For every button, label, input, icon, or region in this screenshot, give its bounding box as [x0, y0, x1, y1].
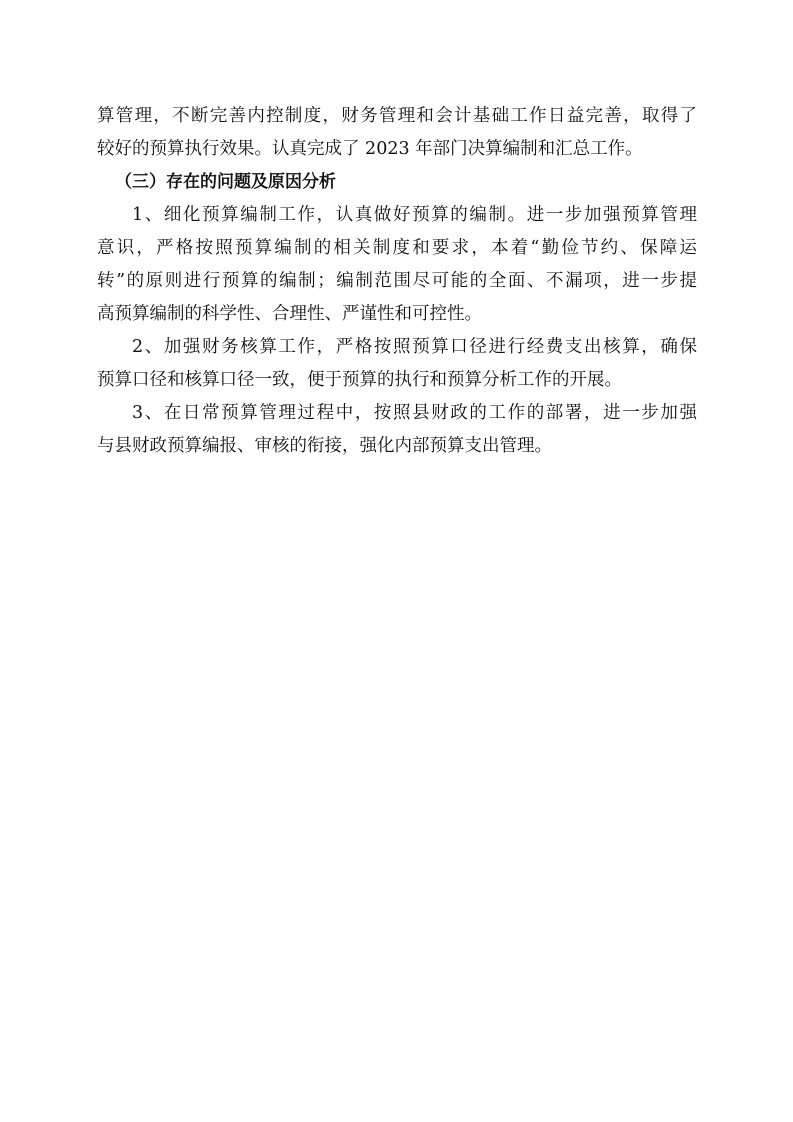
paragraph-line: 与县财政预算编报、审核的衔接，强化内部预算支出管理。: [97, 436, 552, 456]
paragraph-1: [97, 199, 697, 331]
intro-line: 算管理，不断完善内控制度，财务管理和会计基础工作日益完善，取得了: [97, 106, 697, 126]
paragraph-3: [97, 397, 697, 463]
document-body: [97, 100, 697, 463]
paragraph-2: [97, 331, 697, 397]
paragraph-line: 转”的原则进行预算的编制；编制范围尽可能的全面、不漏项，进一步提: [97, 271, 697, 291]
section-heading: （三）存在的问题及原因分析: [115, 172, 336, 192]
intro-line: 较好的预算执行效果。认真完成了 2023 年部门决算编制和汇总工作。: [97, 139, 643, 159]
paragraph-line: 预算口径和核算口径一致，便于预算的执行和预算分析工作的开展。: [97, 370, 622, 390]
paragraph-line: 1、细化预算编制工作，认真做好预算的编制。进一步加强预算管理: [132, 205, 697, 225]
paragraph-line: 意识，严格按照预算编制的相关制度和要求，本着“勤俭节约、保障运: [97, 238, 697, 258]
paragraph-line: 高预算编制的科学性、合理性、严谨性和可控性。: [97, 304, 482, 324]
paragraph-line: 2、加强财务核算工作，严格按照预算口径进行经费支出核算，确保: [132, 337, 697, 357]
paragraph-line: 3、在日常预算管理过程中，按照县财政的工作的部署，进一步加强: [132, 403, 697, 423]
